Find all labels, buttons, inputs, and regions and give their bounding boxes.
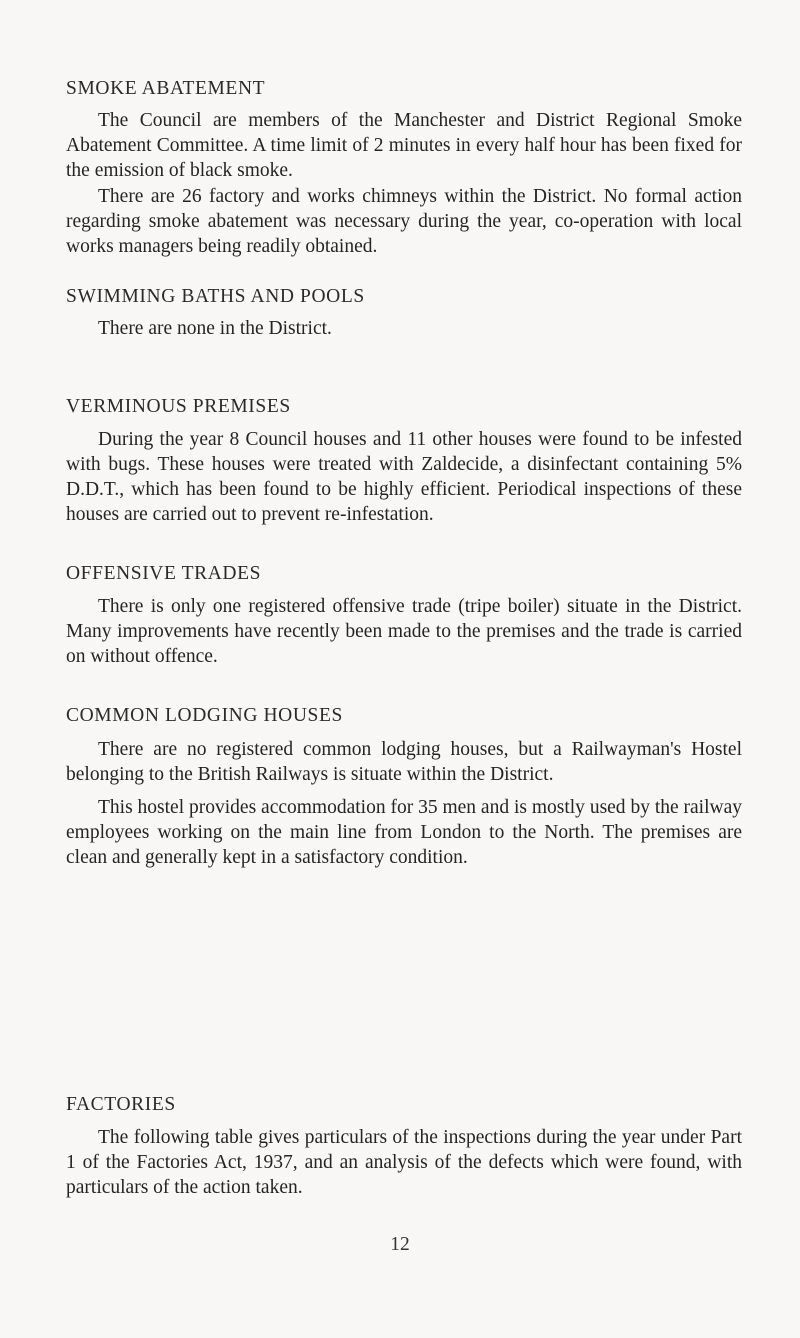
paragraph-offensive-trades-1: There is only one registered offensive trade (tripe boiler) situate in the District. Many improvements have recently been made to the premises and the trade is carried on without offence. xyxy=(66,596,742,667)
paragraph-swimming-baths-1: There are none in the District. xyxy=(98,318,332,339)
paragraph-factories-1: The following table gives particulars of the inspections during the year under Part 1 of the Factories Act, 1937, and an analysis of the defects which were found, with particulars of the action taken. xyxy=(66,1127,742,1198)
page-number: 12 xyxy=(390,1234,410,1255)
paragraph-verminous-premises-1: During the year 8 Council houses and 11 other houses were found to be infested with bugs. These houses were treated with Zaldecide, a disinfectant containing 5% D.D.T., which has been found to be highly efficient. Periodical inspections of these houses are carried out to prevent re-infestation. xyxy=(66,429,742,525)
paragraph-common-lodging-houses-2: This hostel provides accommodation for 35 men and is mostly used by the railway employees working on the main line from London to the North. The premises are clean and generally kept in a satisfactory condition. xyxy=(66,797,742,868)
paragraph-smoke-abatement-1: The Council are members of the Manchester and District Regional Smoke Abatement Committee. A time limit of 2 minutes in every half hour has been fixed for the emission of black smoke. xyxy=(66,110,742,181)
paragraph-common-lodging-houses-1: There are no registered common lodging houses, but a Railwayman's Hostel belonging to the British Railways is situate within the District. xyxy=(66,739,742,785)
paragraph-smoke-abatement-2: There are 26 factory and works chimneys within the District. No formal action regarding smoke abatement was necessary during the year, co-operation with local works managers being readily obtained. xyxy=(66,186,742,257)
section-heading-verminous-premises: VERMINOUS PREMISES xyxy=(66,396,291,417)
section-heading-factories: FACTORIES xyxy=(66,1094,176,1115)
section-heading-smoke-abatement: SMOKE ABATEMENT xyxy=(66,78,266,99)
section-heading-offensive-trades: OFFENSIVE TRADES xyxy=(66,563,262,584)
section-heading-common-lodging-houses: COMMON LODGING HOUSES xyxy=(66,705,343,726)
section-heading-swimming-baths: SWIMMING BATHS AND POOLS xyxy=(66,286,365,307)
